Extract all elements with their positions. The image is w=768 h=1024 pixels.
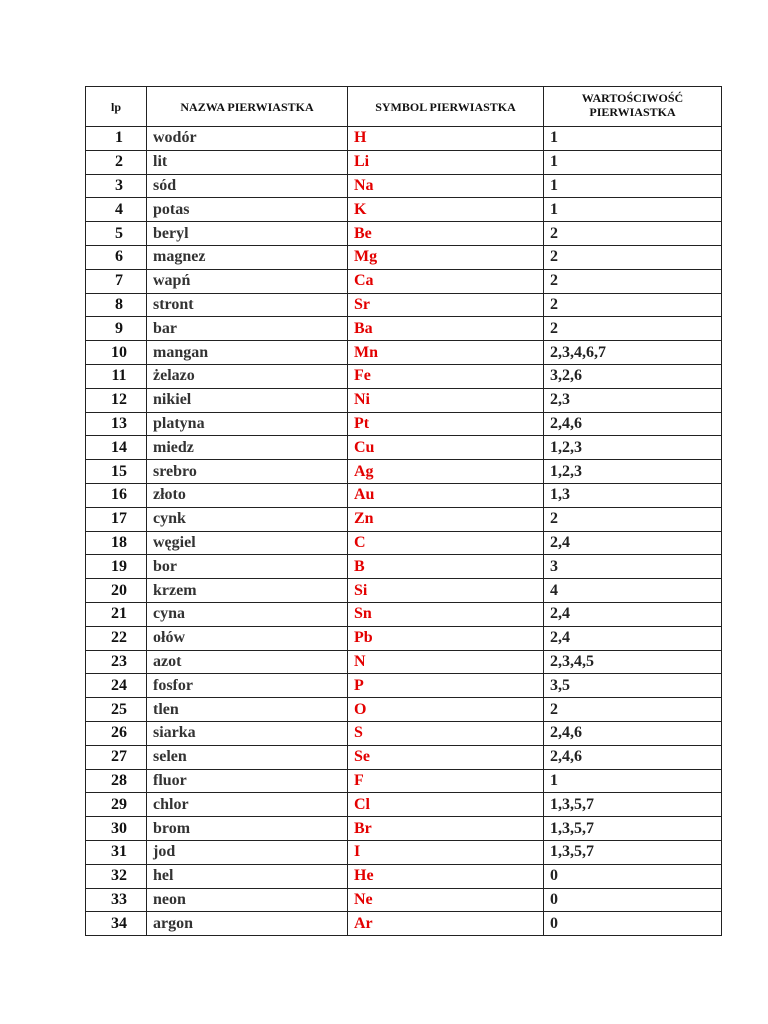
element-name: fluor [147,769,348,793]
element-symbol: Mg [348,245,544,269]
table-row [86,912,722,936]
element-valence: 1 [544,769,722,793]
table-row [86,626,722,650]
element-name: węgiel [147,531,348,555]
elements-table [85,86,722,936]
row-number: 22 [86,626,147,650]
element-valence: 2,4,6 [544,721,722,745]
element-valence: 2,4 [544,626,722,650]
element-symbol: O [348,698,544,722]
row-number: 14 [86,436,147,460]
table-row [86,245,722,269]
element-symbol: Sn [348,602,544,626]
row-number: 26 [86,721,147,745]
element-symbol: P [348,674,544,698]
element-name: argon [147,912,348,936]
table-row [86,579,722,603]
element-symbol: Ag [348,460,544,484]
row-number: 1 [86,127,147,151]
table-row [86,698,722,722]
element-name: fosfor [147,674,348,698]
row-number: 2 [86,150,147,174]
element-valence: 2 [544,245,722,269]
element-valence: 1,3,5,7 [544,793,722,817]
element-valence: 2 [544,222,722,246]
element-symbol: Mn [348,341,544,365]
row-number: 23 [86,650,147,674]
table-row [86,769,722,793]
element-name: złoto [147,483,348,507]
element-name: żelazo [147,364,348,388]
row-number: 20 [86,579,147,603]
element-valence: 2,3,4,6,7 [544,341,722,365]
element-name: sód [147,174,348,198]
table-row [86,269,722,293]
element-name: wapń [147,269,348,293]
row-number: 9 [86,317,147,341]
table-row [86,388,722,412]
element-symbol: I [348,840,544,864]
table-row [86,555,722,579]
table-row [86,817,722,841]
element-name: beryl [147,222,348,246]
row-number: 8 [86,293,147,317]
element-name: jod [147,840,348,864]
element-valence: 0 [544,912,722,936]
element-valence: 3,5 [544,674,722,698]
element-name: cynk [147,507,348,531]
row-number: 17 [86,507,147,531]
element-valence: 1 [544,198,722,222]
element-name: bor [147,555,348,579]
element-valence: 1 [544,150,722,174]
table-row [86,317,722,341]
row-number: 28 [86,769,147,793]
element-valence: 1 [544,127,722,151]
row-number: 21 [86,602,147,626]
header-element-symbol: SYMBOL PIERWIASTKA [348,87,544,127]
element-symbol: Pt [348,412,544,436]
element-valence: 1,2,3 [544,436,722,460]
element-valence: 1,3,5,7 [544,817,722,841]
element-name: magnez [147,245,348,269]
element-symbol: Zn [348,507,544,531]
element-valence: 0 [544,888,722,912]
table-header [86,87,722,127]
table-row [86,483,722,507]
row-number: 16 [86,483,147,507]
element-symbol: Be [348,222,544,246]
table-row [86,293,722,317]
row-number: 30 [86,817,147,841]
table-row [86,436,722,460]
element-valence: 1 [544,174,722,198]
table-row [86,674,722,698]
table-row [86,721,722,745]
row-number: 15 [86,460,147,484]
element-valence: 2 [544,293,722,317]
row-number: 10 [86,341,147,365]
table-row [86,174,722,198]
element-valence: 2,4 [544,602,722,626]
row-number: 18 [86,531,147,555]
element-name: platyna [147,412,348,436]
table-row [86,793,722,817]
element-name: hel [147,864,348,888]
element-valence: 2 [544,269,722,293]
element-symbol: Cu [348,436,544,460]
row-number: 5 [86,222,147,246]
table-row [86,650,722,674]
element-name: potas [147,198,348,222]
row-number: 24 [86,674,147,698]
table-row [86,150,722,174]
element-name: tlen [147,698,348,722]
element-symbol: K [348,198,544,222]
element-valence: 4 [544,579,722,603]
table-row [86,745,722,769]
table-row [86,364,722,388]
header-element-name: NAZWA PIERWIASTKA [147,87,348,127]
element-name: neon [147,888,348,912]
row-number: 32 [86,864,147,888]
element-name: miedz [147,436,348,460]
row-number: 7 [86,269,147,293]
element-symbol: Sr [348,293,544,317]
element-valence: 2 [544,507,722,531]
element-symbol: C [348,531,544,555]
element-valence: 1,2,3 [544,460,722,484]
table-row [86,602,722,626]
element-valence: 1,3,5,7 [544,840,722,864]
element-symbol: B [348,555,544,579]
table-row [86,460,722,484]
row-number: 34 [86,912,147,936]
header-lp: lp [86,87,147,127]
element-symbol: F [348,769,544,793]
row-number: 12 [86,388,147,412]
table-row [86,507,722,531]
element-symbol: Br [348,817,544,841]
element-valence: 2 [544,698,722,722]
element-symbol: Na [348,174,544,198]
element-valence: 2,4,6 [544,745,722,769]
element-name: selen [147,745,348,769]
row-number: 31 [86,840,147,864]
element-name: bar [147,317,348,341]
table-row [86,864,722,888]
element-symbol: H [348,127,544,151]
element-valence: 2,4,6 [544,412,722,436]
element-name: brom [147,817,348,841]
element-symbol: Ar [348,912,544,936]
element-name: lit [147,150,348,174]
element-name: cyna [147,602,348,626]
table-row [86,888,722,912]
element-symbol: He [348,864,544,888]
element-symbol: Pb [348,626,544,650]
element-valence: 3 [544,555,722,579]
table-row [86,531,722,555]
element-symbol: Fe [348,364,544,388]
element-name: ołów [147,626,348,650]
element-valence: 0 [544,864,722,888]
element-valence: 2,3 [544,388,722,412]
element-name: chlor [147,793,348,817]
table-body [86,127,722,936]
element-name: azot [147,650,348,674]
element-symbol: Se [348,745,544,769]
element-name: siarka [147,721,348,745]
element-valence: 2,3,4,5 [544,650,722,674]
table-row [86,127,722,151]
table-row [86,840,722,864]
element-symbol: Ne [348,888,544,912]
element-symbol: Cl [348,793,544,817]
row-number: 27 [86,745,147,769]
row-number: 19 [86,555,147,579]
row-number: 3 [86,174,147,198]
row-number: 4 [86,198,147,222]
element-name: stront [147,293,348,317]
row-number: 29 [86,793,147,817]
element-symbol: Ba [348,317,544,341]
table-row [86,341,722,365]
row-number: 25 [86,698,147,722]
row-number: 13 [86,412,147,436]
element-symbol: Ni [348,388,544,412]
element-symbol: S [348,721,544,745]
row-number: 11 [86,364,147,388]
element-name: srebro [147,460,348,484]
element-symbol: Li [348,150,544,174]
table-row [86,222,722,246]
row-number: 33 [86,888,147,912]
element-valence: 3,2,6 [544,364,722,388]
element-symbol: Au [348,483,544,507]
element-name: krzem [147,579,348,603]
element-name: wodór [147,127,348,151]
element-valence: 2,4 [544,531,722,555]
element-symbol: N [348,650,544,674]
element-valence: 2 [544,317,722,341]
table-row [86,412,722,436]
element-valence: 1,3 [544,483,722,507]
header-row [86,87,722,127]
table-row [86,198,722,222]
element-name: mangan [147,341,348,365]
row-number: 6 [86,245,147,269]
element-symbol: Ca [348,269,544,293]
element-name: nikiel [147,388,348,412]
element-symbol: Si [348,579,544,603]
header-element-valence: WARTOŚCIWOŚĆ PIERWIASTKA [544,87,722,127]
